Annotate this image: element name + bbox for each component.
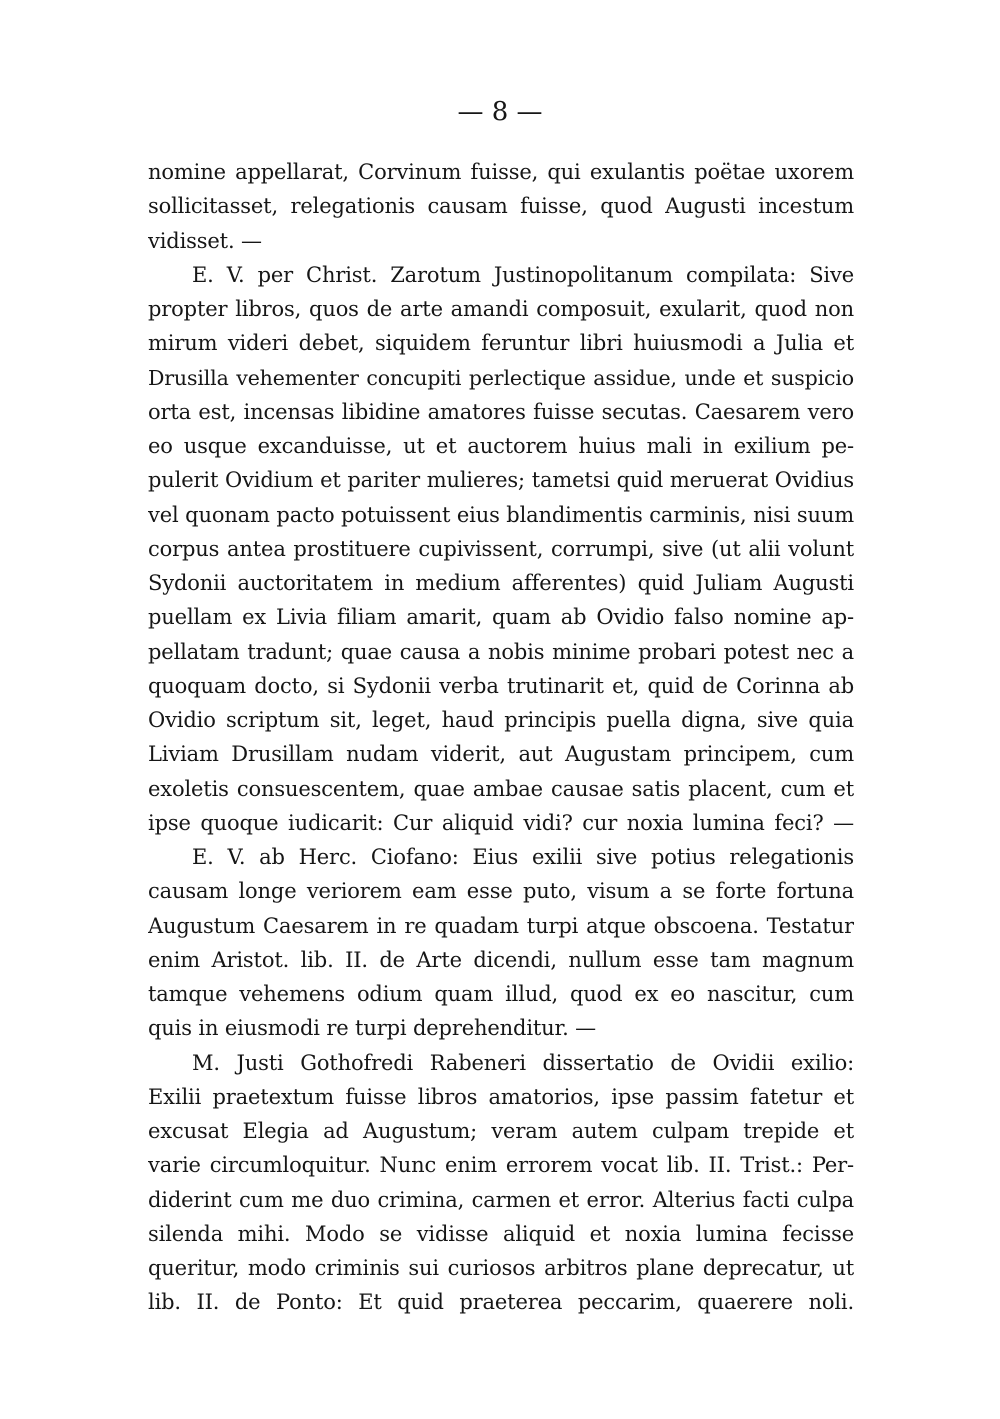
text-line: corpus antea prostituere cupivissent, corrumpi, sive (ut alii volunt (148, 536, 854, 561)
text-line: causam longe veriorem eam esse puto, visum a se forte fortuna (148, 879, 854, 904)
text-line: vel quonam pacto potuissent eius blandimentis carminis, nisi suum (148, 502, 854, 527)
text-line: orta est, incensas libidine amatores fuisse secutas. Caesarem vero (148, 399, 854, 424)
text-line: ipse quoque iudicarit: Cur aliquid vidi? cur noxia lumina feci? — (148, 810, 854, 835)
page-number: — 8 — (457, 97, 543, 127)
text-line: Drusilla vehementer concupiti perlectique assidue, unde et suspicio (148, 365, 854, 390)
text-line: excusat Elegia ad Augustum; veram autem culpam trepide et (148, 1119, 854, 1143)
text-line: quoquam docto, si Sydonii verba trutinarit et, quid de Corinna ab (148, 673, 854, 698)
text-line: enim Aristot. lib. II. de Arte dicendi, nullum esse tam magnum (148, 947, 854, 972)
text-line: quis in eiusmodi re turpi deprehenditur. — (148, 1016, 597, 1041)
text-line: vidisset. — (148, 228, 262, 253)
text-line: lib. II. de Ponto: Et quid praeterea peccarim, quaerere noli. (148, 1290, 854, 1315)
text-line: pellatam tradunt; quae causa a nobis minime probari potest nec a (148, 639, 854, 664)
text-line: Augustum Caesarem in re quadam turpi atque obscoena. Testatur (148, 913, 854, 938)
text-line: M. Justi Gothofredi Rabeneri dissertatio de Ovidii exilio: (192, 1050, 854, 1075)
text-line: exoletis consuescentem, quae ambae causae satis placent, cum et (148, 776, 854, 801)
text-line: pulerit Ovidium et pariter mulieres; tametsi quid meruerat Ovidius (148, 468, 854, 493)
text-line: silenda mihi. Modo se vidisse aliquid et noxia lumina fecisse (148, 1221, 854, 1246)
text-line: puellam ex Livia filiam amarit, quam ab Ovidio falso nomine ap- (148, 605, 854, 630)
text-line: eo usque excanduisse, ut et auctorem huius mali in exilium pe- (148, 434, 854, 458)
text-line: propter libros, quos de arte amandi composuit, exularit, quod non (148, 297, 854, 321)
text-line: E. V. ab Herc. Ciofano: Eius exilii sive potius relegationis (192, 845, 854, 869)
text-line: sollicitasset, relegationis causam fuisse, quod Augusti incestum (148, 194, 854, 219)
body-text (148, 155, 854, 1320)
text-line: diderint cum me duo crimina, carmen et error. Alterius facti culpa (148, 1187, 854, 1212)
text-line: tamque vehemens odium quam illud, quod ex eo nascitur, cum (148, 982, 854, 1006)
text-line: nomine appellarat, Corvinum fuisse, qui exulantis poëtae uxorem (148, 160, 854, 184)
text-line: Sydonii auctoritatem in medium afferentes) quid Juliam Augusti (148, 571, 854, 595)
text-line: Ovidio scriptum sit, leget, haud principis puella digna, sive quia (148, 708, 854, 732)
text-line: Liviam Drusillam nudam viderit, aut Augustam principem, cum (148, 742, 854, 767)
text-line: Exilii praetextum fuisse libros amatorios, ipse passim fatetur et (148, 1084, 854, 1109)
text-line: E. V. per Christ. Zarotum Justinopolitanum compilata: Sive (192, 262, 854, 287)
text-line: varie circumloquitur. Nunc enim errorem vocat lib. II. Trist.: Per- (148, 1153, 854, 1178)
text-line: queritur, modo criminis sui curiosos arbitros plane deprecatur, ut (148, 1256, 854, 1280)
text-line: mirum videri debet, siquidem feruntur libri huiusmodi a Julia et (148, 331, 854, 356)
